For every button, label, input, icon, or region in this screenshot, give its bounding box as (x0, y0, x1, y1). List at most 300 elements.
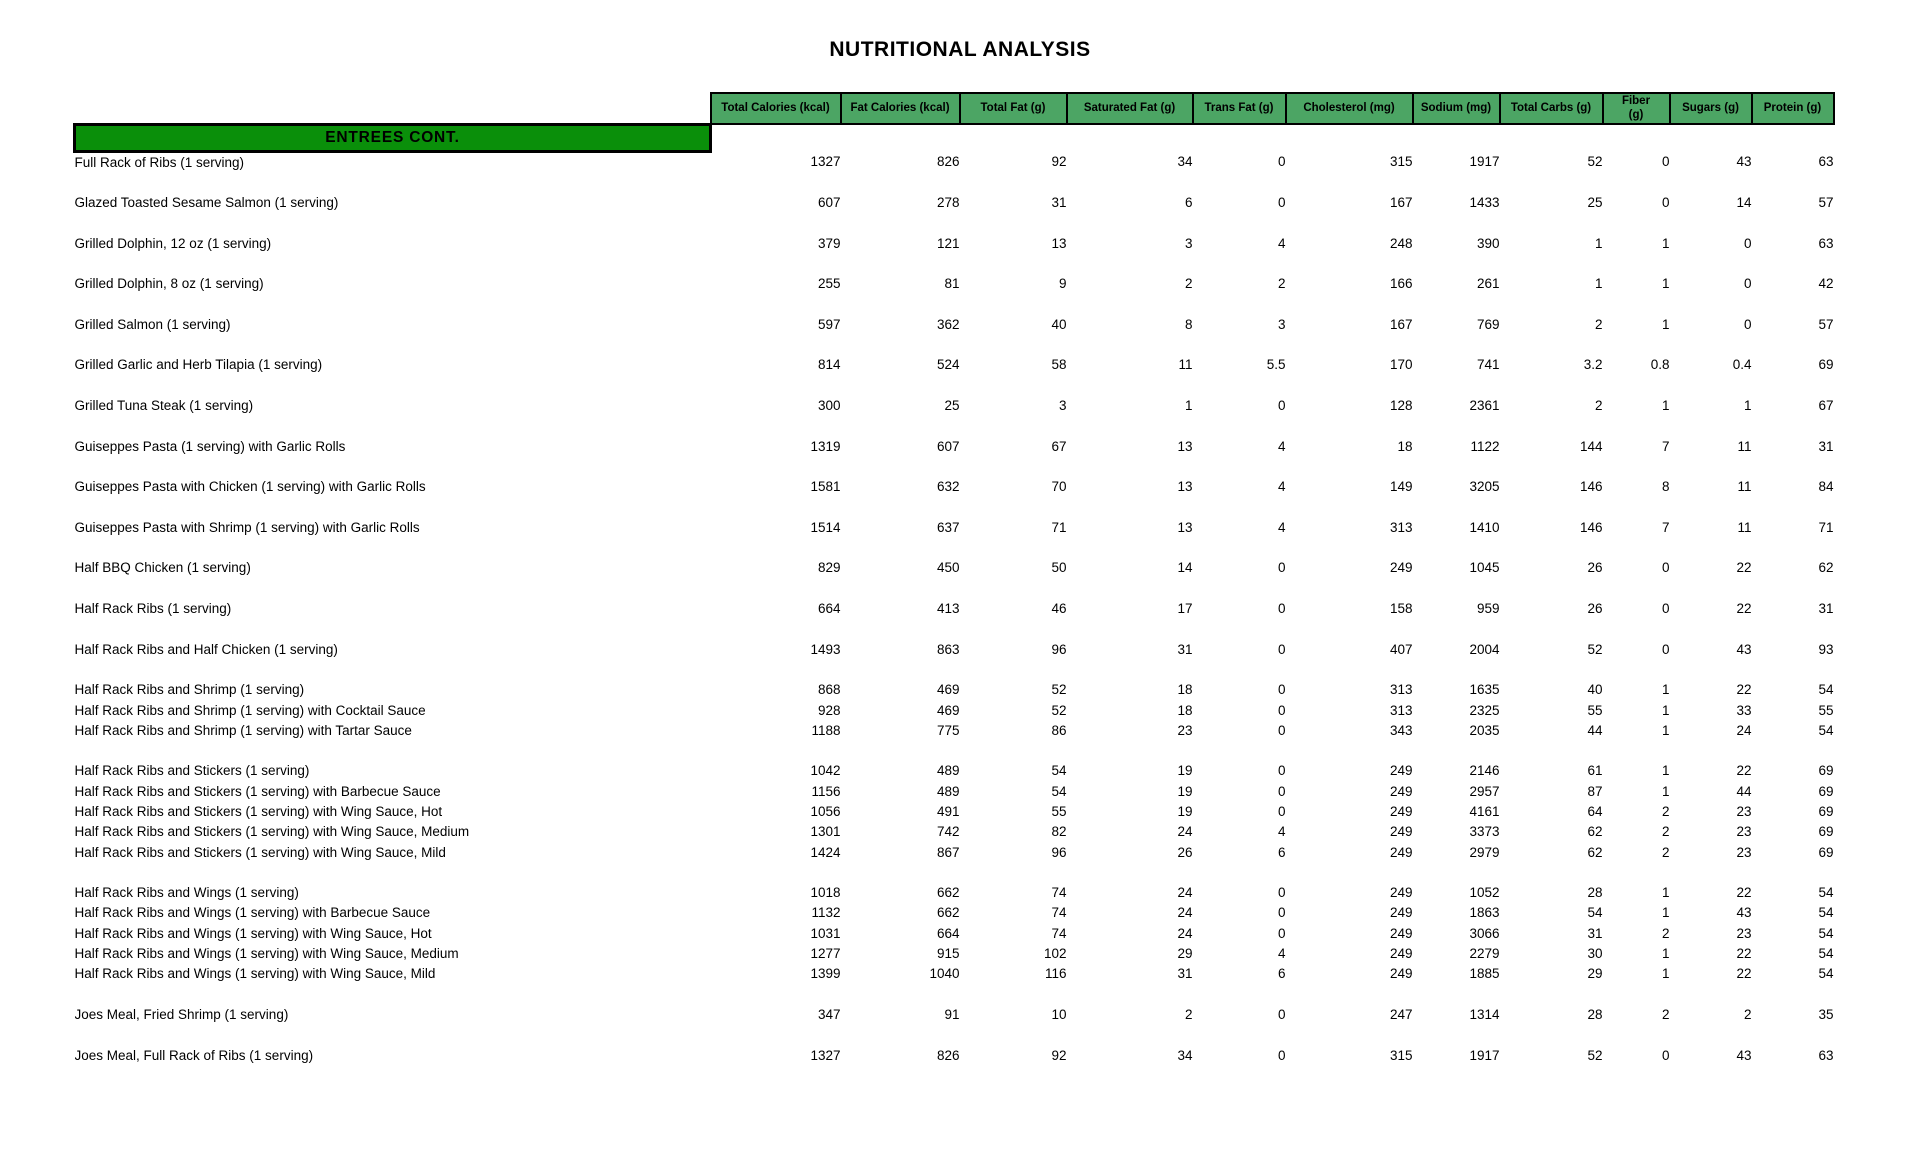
nutrient-value: 1040 (929, 966, 960, 982)
nutrient-value: 278 (936, 195, 960, 211)
table-row (75, 558, 1834, 578)
nutrient-value: 19 (1177, 804, 1193, 819)
nutrient-value: 69 (1818, 763, 1834, 779)
nutrient-value: 23 (1736, 804, 1752, 819)
table-row (75, 599, 1834, 619)
nutrient-value: 54 (1587, 905, 1603, 921)
nutrient-value: 489 (936, 783, 960, 799)
nutrient-value: 62 (1587, 844, 1603, 860)
nutrient-value: 863 (936, 641, 960, 657)
nutrient-value: 31 (1177, 966, 1193, 982)
spacer-row (75, 538, 1834, 558)
nutrient-value: 44 (1587, 722, 1603, 738)
table-row (75, 315, 1834, 335)
item-name: Half Rack Ribs and Wings (1 serving) with Wing Sauce, Mild (74, 966, 436, 982)
table-row (75, 477, 1834, 497)
nutrient-value: 249 (1389, 844, 1413, 860)
nutrient-value: 11 (1178, 357, 1193, 373)
nutrient-value: 249 (1389, 824, 1413, 840)
nutrient-value: 50 (1051, 560, 1067, 576)
nutrient-value: 607 (936, 438, 960, 454)
item-name: Half BBQ Chicken (1 serving) (74, 560, 251, 576)
nutrient-value: 915 (936, 946, 960, 962)
spacer-cell (75, 985, 1834, 1005)
nutrient-value: 1031 (810, 925, 841, 941)
spacer-cell (75, 416, 1834, 436)
nutrient-value: 158 (1389, 601, 1413, 617)
nutrient-value: 4 (1277, 438, 1286, 454)
nutrient-value: 13 (1177, 479, 1193, 495)
nutrient-value: 607 (817, 195, 841, 211)
spacer-row (75, 295, 1834, 315)
spacer-row (75, 579, 1834, 599)
table-row (75, 151, 1834, 173)
nutrient-value: 92 (1051, 153, 1067, 169)
nutrient-value: 0 (1277, 885, 1286, 901)
nutrient-value: 1 (1661, 905, 1670, 921)
nutrient-value: 1 (1661, 235, 1670, 251)
nutrient-value: 664 (817, 601, 841, 617)
spacer-cell (75, 254, 1834, 274)
column-header-total-calories: Total Calories (kcal) (711, 93, 841, 124)
nutrient-value: 1327 (810, 1047, 841, 1063)
nutrient-value: 13 (1051, 235, 1067, 251)
nutrient-value: 2279 (1469, 946, 1500, 962)
nutrient-value: 9 (1058, 276, 1067, 292)
nutrient-value: 0 (1277, 1047, 1286, 1063)
nutrient-value: 96 (1051, 844, 1067, 860)
nutrient-value: 52 (1587, 153, 1603, 169)
nutrient-value: 1188 (811, 722, 841, 738)
nutrient-value: 1045 (1469, 560, 1500, 576)
table-row (75, 883, 1834, 903)
spacer-cell (75, 335, 1834, 355)
nutrient-value: 144 (1579, 438, 1603, 454)
nutrient-value: 261 (1476, 276, 1500, 292)
nutrient-value: 315 (1389, 1047, 1413, 1063)
nutrient-value: 40 (1587, 682, 1603, 698)
column-header-total-fat: Total Fat (g) (960, 93, 1067, 124)
nutrient-value: 3 (1277, 316, 1286, 332)
spacer-cell (75, 660, 1834, 680)
nutrient-value: 46 (1051, 601, 1067, 617)
table-row (75, 701, 1834, 721)
item-name: Glazed Toasted Sesame Salmon (1 serving) (74, 195, 339, 211)
nutrient-value: 247 (1389, 1006, 1413, 1022)
nutrient-value: 69 (1818, 804, 1834, 819)
nutrient-value: 54 (1818, 885, 1834, 901)
nutrient-value: 0 (1277, 905, 1286, 921)
nutrient-value: 315 (1389, 153, 1413, 169)
nutrient-value: 1433 (1469, 195, 1500, 211)
table-row (75, 355, 1834, 375)
nutrient-value: 1277 (810, 946, 841, 962)
nutrient-value: 54 (1818, 722, 1834, 738)
nutrient-value: 249 (1389, 905, 1413, 921)
nutrient-value: 19 (1177, 783, 1193, 799)
nutrient-value: 2 (1277, 276, 1286, 292)
spacer-cell (75, 538, 1834, 558)
spacer-cell (75, 863, 1834, 883)
item-name: Grilled Tuna Steak (1 serving) (74, 398, 254, 414)
nutrient-value: 30 (1587, 946, 1603, 962)
nutrient-value: 63 (1818, 1047, 1834, 1063)
nutrient-value: 2004 (1469, 641, 1500, 657)
nutrient-value: 166 (1389, 276, 1413, 292)
table-row (75, 843, 1834, 863)
nutrient-value: 379 (817, 235, 841, 251)
nutrient-value: 6 (1184, 195, 1193, 211)
column-header-total-carbs: Total Carbs (g) (1500, 93, 1603, 124)
spacer-cell (75, 1025, 1834, 1045)
nutrient-value: 662 (936, 905, 960, 921)
nutrient-value: 2 (1184, 1006, 1193, 1022)
nutrient-value: 34 (1177, 153, 1193, 169)
nutrient-value: 102 (1043, 946, 1067, 962)
spacer-cell (75, 173, 1834, 193)
nutrient-value: 18 (1177, 702, 1193, 718)
nutrient-value: 1863 (1469, 905, 1500, 921)
nutrient-value: 149 (1389, 479, 1413, 495)
nutrient-value: 6 (1277, 966, 1286, 982)
nutrient-value: 0 (1277, 804, 1286, 819)
nutrient-value: 1581 (810, 479, 841, 495)
nutrient-value: 146 (1579, 519, 1603, 535)
nutrient-value: 1410 (1469, 519, 1500, 535)
nutrient-value: 826 (936, 1047, 960, 1063)
table-row (75, 518, 1834, 538)
column-header-sugars: Sugars (g) (1670, 93, 1752, 124)
nutrient-value: 4 (1277, 946, 1286, 962)
nutrient-value: 31 (1051, 195, 1067, 211)
nutrient-value: 3.2 (1583, 357, 1603, 373)
nutrient-value: 1 (1743, 398, 1752, 414)
nutrient-value: 7 (1661, 519, 1670, 535)
nutrient-value: 1 (1661, 276, 1670, 292)
nutrient-value: 1 (1661, 783, 1670, 799)
nutrient-value: 24 (1177, 905, 1193, 921)
nutrient-value: 775 (936, 722, 960, 738)
nutrient-value: 23 (1177, 722, 1193, 738)
nutrient-value: 2325 (1469, 702, 1500, 718)
nutrient-value: 1301 (810, 824, 841, 840)
nutrient-value: 52 (1587, 641, 1603, 657)
column-header-fat-calories: Fat Calories (kcal) (841, 93, 960, 124)
table-row (75, 903, 1834, 923)
nutrient-value: 23 (1736, 824, 1752, 840)
nutrient-value: 69 (1818, 844, 1834, 860)
item-name: Grilled Salmon (1 serving) (74, 316, 231, 332)
nutrient-value: 57 (1818, 195, 1834, 211)
nutrient-value: 3373 (1469, 824, 1500, 840)
nutrient-value: 4 (1277, 479, 1286, 495)
nutrient-value: 26 (1587, 560, 1603, 576)
nutrient-value: 82 (1051, 824, 1067, 840)
nutrient-value: 0 (1277, 153, 1286, 169)
nutrient-value: 71 (1818, 519, 1834, 535)
nutrient-value: 597 (817, 316, 841, 332)
item-name: Half Rack Ribs and Shrimp (1 serving) with Tartar Sauce (74, 722, 412, 738)
nutrient-value: 1056 (810, 804, 841, 819)
column-header-sodium: Sodium (mg) (1413, 93, 1500, 124)
nutrient-value: 24 (1177, 885, 1193, 901)
nutrient-value: 91 (944, 1006, 960, 1022)
table-row (75, 437, 1834, 457)
nutrient-value: 44 (1736, 783, 1752, 799)
nutrient-value: 2 (1661, 925, 1670, 941)
nutrient-value: 55 (1818, 702, 1834, 718)
table-row (75, 761, 1834, 781)
nutrient-value: 249 (1389, 946, 1413, 962)
nutrient-value: 469 (936, 702, 960, 718)
spacer-cell (75, 213, 1834, 233)
spacer-cell (75, 579, 1834, 599)
nutrient-value: 24 (1177, 925, 1193, 941)
column-header-trans-fat: Trans Fat (g) (1193, 93, 1286, 124)
nutrient-value: 741 (1476, 357, 1500, 373)
nutrient-value: 4 (1277, 235, 1286, 251)
item-name: Half Rack Ribs and Stickers (1 serving) with Barbecue Sauce (74, 783, 441, 799)
nutrient-value: 0 (1277, 195, 1286, 211)
nutrient-value: 1 (1594, 235, 1603, 251)
nutrient-value: 11 (1737, 519, 1752, 535)
nutrient-value: 1399 (810, 966, 841, 982)
nutrient-value: 1 (1594, 276, 1603, 292)
nutrient-value: 1885 (1469, 966, 1500, 982)
item-name: Half Rack Ribs and Wings (1 serving) (74, 885, 299, 901)
nutrient-value: 1 (1661, 966, 1670, 982)
nutrient-value: 28 (1587, 1006, 1603, 1022)
column-header-fiber: Fiber (g) (1603, 93, 1670, 124)
page-title: NUTRITIONAL ANALYSIS (829, 38, 1091, 61)
spacer-row (75, 457, 1834, 477)
nutrient-value: 14 (1736, 195, 1752, 211)
nutrient-value: 769 (1476, 316, 1500, 332)
nutrient-value: 959 (1476, 601, 1500, 617)
table-row (75, 640, 1834, 660)
nutrient-value: 52 (1051, 682, 1067, 698)
nutrient-value: 4 (1277, 519, 1286, 535)
nutrient-value: 62 (1818, 560, 1834, 576)
spacer-row (75, 619, 1834, 639)
item-name: Half Rack Ribs and Stickers (1 serving) with Wing Sauce, Medium (74, 824, 470, 840)
nutrient-value: 313 (1389, 682, 1413, 698)
nutrient-value: 54 (1818, 946, 1834, 962)
nutrient-value: 28 (1587, 885, 1603, 901)
table-row (75, 964, 1834, 984)
nutrient-value: 2146 (1469, 763, 1500, 779)
nutrient-value: 0 (1277, 398, 1286, 414)
nutrient-value: 0 (1661, 1047, 1670, 1063)
spacer-cell (75, 376, 1834, 396)
nutrient-value: 58 (1051, 357, 1067, 373)
nutrient-value: 43 (1736, 153, 1752, 169)
nutrient-value: 2 (1661, 824, 1670, 840)
table-row (75, 1046, 1834, 1066)
nutrient-value: 0 (1661, 560, 1670, 576)
nutrient-value: 1018 (810, 885, 841, 901)
nutrient-value: 22 (1736, 966, 1752, 982)
nutrient-value: 33 (1736, 702, 1752, 718)
nutrient-value: 92 (1051, 1047, 1067, 1063)
nutrient-value: 81 (944, 276, 960, 292)
nutrient-value: 170 (1389, 357, 1413, 373)
table-row (75, 924, 1834, 944)
nutrient-value: 248 (1389, 235, 1413, 251)
nutrient-value: 11 (1737, 438, 1752, 454)
table-body (75, 124, 1834, 1066)
nutrient-value: 2957 (1469, 783, 1500, 799)
nutrient-value: 0 (1743, 235, 1752, 251)
nutrient-value: 249 (1389, 560, 1413, 576)
section-banner: ENTREES CONT. (75, 124, 711, 151)
nutrient-value: 31 (1177, 641, 1193, 657)
nutrient-value: 10 (1051, 1006, 1067, 1022)
nutrient-value: 167 (1389, 195, 1413, 211)
nutrient-value: 1314 (1469, 1006, 1500, 1022)
nutrient-value: 249 (1389, 763, 1413, 779)
nutrient-value: 4 (1277, 824, 1286, 840)
nutrient-value: 54 (1818, 682, 1834, 698)
nutrient-value: 662 (936, 885, 960, 901)
nutrient-value: 469 (936, 682, 960, 698)
nutrient-value: 249 (1389, 925, 1413, 941)
nutrient-value: 69 (1818, 824, 1834, 840)
nutrient-value: 2979 (1469, 844, 1500, 860)
spacer-cell (75, 295, 1834, 315)
spacer-row (75, 863, 1834, 883)
table-row (75, 680, 1834, 700)
nutrient-value: 14 (1177, 560, 1193, 576)
nutrient-value: 1917 (1469, 1047, 1500, 1063)
nutrient-value: 1424 (810, 844, 841, 860)
nutrient-value: 524 (936, 357, 960, 373)
nutrient-value: 54 (1051, 763, 1067, 779)
nutrient-value: 0 (1277, 641, 1286, 657)
nutrient-value: 637 (936, 519, 960, 535)
nutrient-value: 61 (1587, 763, 1603, 779)
table-row (75, 1005, 1834, 1025)
nutrient-value: 1514 (810, 519, 841, 535)
nutrient-value: 0 (1277, 601, 1286, 617)
nutrient-value: 26 (1587, 601, 1603, 617)
table-row (75, 234, 1834, 254)
nutrient-value: 0 (1277, 682, 1286, 698)
nutrient-value: 24 (1177, 824, 1193, 840)
nutrient-value: 1 (1661, 316, 1670, 332)
nutrient-value: 1132 (811, 905, 841, 921)
nutrient-value: 868 (817, 682, 841, 698)
nutrient-value: 2361 (1469, 398, 1500, 414)
section-banner-row (75, 124, 1834, 151)
nutrient-value: 19 (1177, 763, 1193, 779)
nutrient-value: 69 (1818, 783, 1834, 799)
nutrient-value: 55 (1051, 804, 1067, 819)
column-header-cholesterol: Cholesterol (mg) (1286, 93, 1413, 124)
item-name: Half Rack Ribs (1 serving) (74, 601, 232, 617)
column-header-protein: Protein (g) (1752, 93, 1834, 124)
item-name: Half Rack Ribs and Wings (1 serving) with Barbecue Sauce (74, 905, 431, 921)
nutrient-value: 0.4 (1732, 357, 1752, 373)
item-name: Grilled Garlic and Herb Tilapia (1 serving) (74, 357, 323, 373)
nutrient-value: 1635 (1469, 682, 1500, 698)
nutrient-value: 3 (1058, 398, 1067, 414)
nutrient-value: 74 (1051, 885, 1067, 901)
spacer-row (75, 416, 1834, 436)
table-row (75, 822, 1834, 842)
nutrient-value: 17 (1177, 601, 1193, 617)
nutrient-value: 87 (1587, 783, 1603, 799)
nutrient-value: 128 (1389, 398, 1413, 414)
item-name: Full Rack of Ribs (1 serving) (74, 154, 245, 170)
nutrient-value: 54 (1818, 966, 1834, 982)
item-name: Half Rack Ribs and Half Chicken (1 serving) (74, 641, 338, 657)
item-name: Joes Meal, Fried Shrimp (1 serving) (74, 1006, 289, 1022)
nutrient-value: 57 (1818, 316, 1834, 332)
nutrient-value: 74 (1051, 905, 1067, 921)
nutrient-value: 0 (1277, 763, 1286, 779)
spacer-row (75, 254, 1834, 274)
nutrient-value: 35 (1818, 1006, 1834, 1022)
nutrient-value: 31 (1818, 438, 1834, 454)
nutrient-value: 96 (1051, 641, 1067, 657)
nutrient-value: 22 (1736, 601, 1752, 617)
nutrient-value: 8 (1184, 316, 1193, 332)
item-name: Grilled Dolphin, 12 oz (1 serving) (74, 235, 272, 251)
nutrient-value: 249 (1389, 783, 1413, 799)
nutrient-value: 2 (1743, 1006, 1752, 1022)
nutrient-value: 42 (1818, 276, 1834, 292)
table-row (75, 721, 1834, 741)
table-row (75, 274, 1834, 294)
nutrient-value: 632 (936, 479, 960, 495)
nutrient-value: 343 (1389, 722, 1413, 738)
nutrient-value: 491 (936, 804, 960, 819)
nutrient-value: 74 (1051, 925, 1067, 941)
nutrient-value: 829 (817, 560, 841, 576)
nutrient-value: 826 (936, 153, 960, 169)
nutrient-value: 1 (1661, 722, 1670, 738)
table-row (75, 193, 1834, 213)
spacer-cell (75, 741, 1834, 761)
item-name: Grilled Dolphin, 8 oz (1 serving) (74, 276, 264, 292)
spacer-row (75, 173, 1834, 193)
spacer-row (75, 213, 1834, 233)
nutrient-value: 1 (1661, 682, 1670, 698)
nutrient-value: 22 (1736, 682, 1752, 698)
nutrient-value: 67 (1051, 438, 1067, 454)
spacer-row (75, 1025, 1834, 1045)
nutrient-value: 2 (1594, 398, 1603, 414)
nutrient-value: 1 (1661, 885, 1670, 901)
item-name: Half Rack Ribs and Shrimp (1 serving) (74, 682, 305, 698)
nutrient-value: 167 (1389, 316, 1413, 332)
nutrient-value: 29 (1587, 966, 1603, 982)
nutrition-table (73, 92, 1835, 1066)
nutrient-value: 70 (1051, 479, 1067, 495)
nutrient-value: 64 (1587, 804, 1603, 819)
nutrient-value: 1052 (1469, 885, 1500, 901)
nutrient-value: 3066 (1469, 925, 1500, 941)
nutrient-value: 54 (1818, 905, 1834, 921)
nutrient-value: 742 (936, 824, 960, 840)
nutrient-value: 146 (1579, 479, 1603, 495)
item-name: Guiseppes Pasta with Chicken (1 serving) with Garlic Rolls (74, 479, 426, 495)
nutrient-value: 407 (1389, 641, 1413, 657)
nutrient-value: 0 (1743, 276, 1752, 292)
nutrient-value: 489 (936, 763, 960, 779)
nutrient-value: 34 (1177, 1047, 1193, 1063)
